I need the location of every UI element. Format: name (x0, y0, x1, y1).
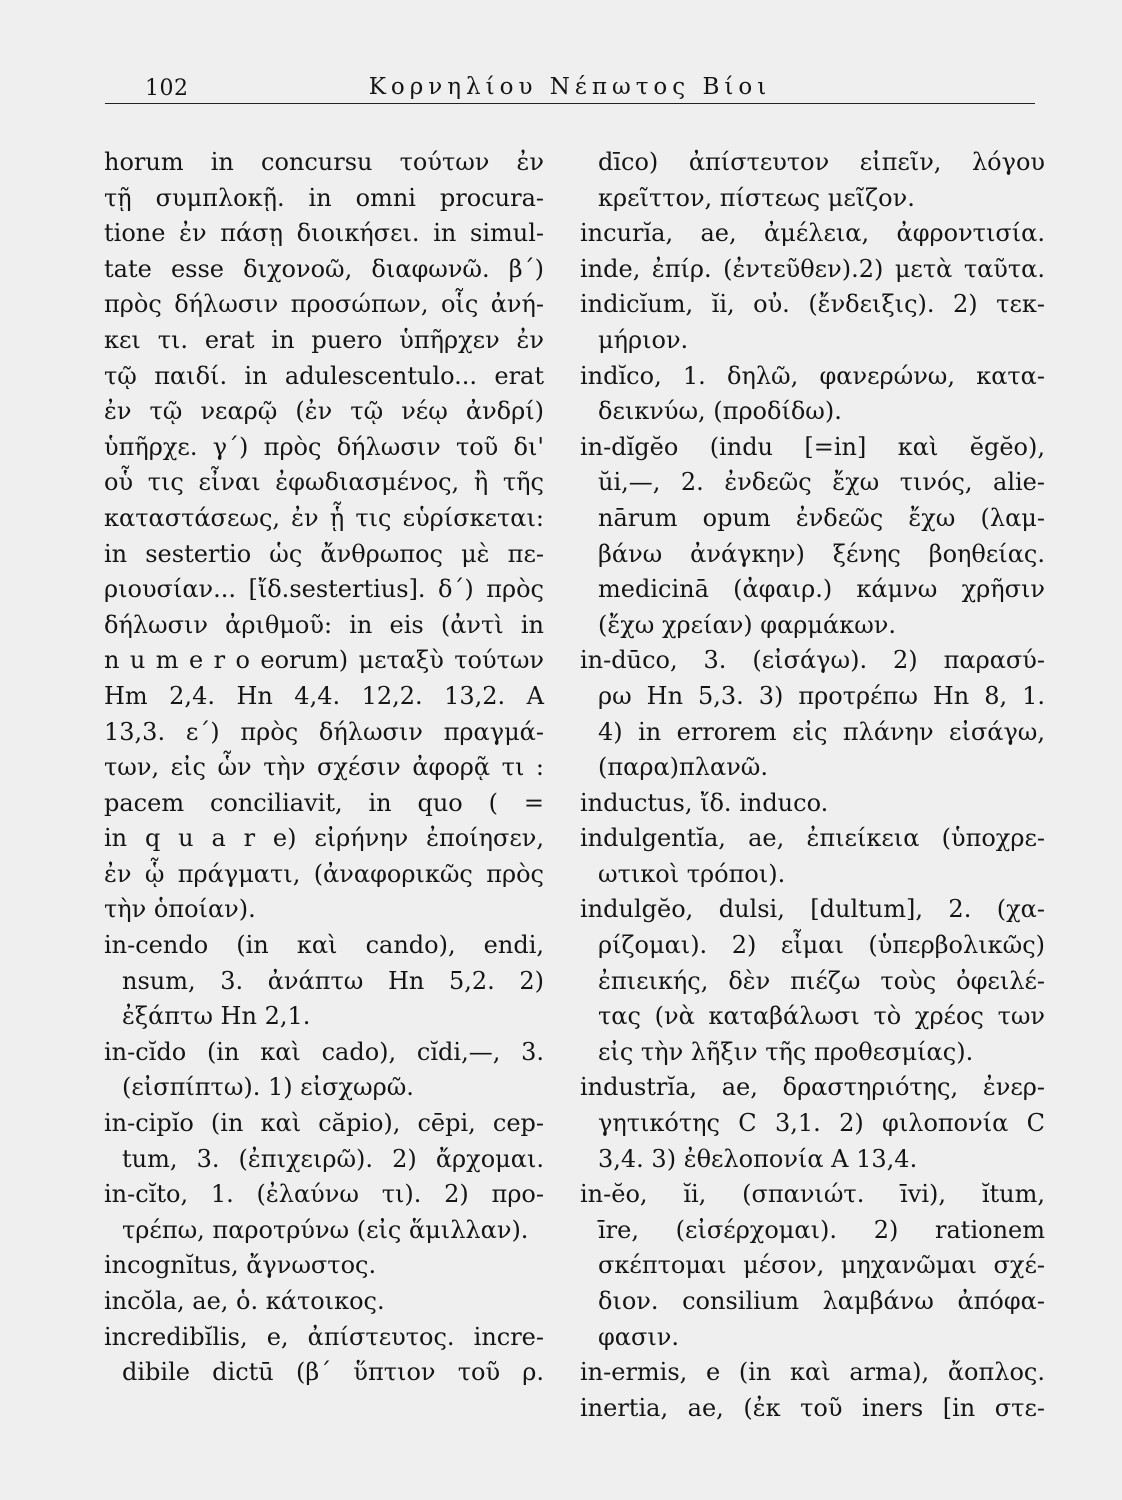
entry-line: incŏla, ae, ὁ. κάτοικος. (104, 1287, 385, 1315)
entry-line: τρέπω, παροτρύνω (εἰς ἅμιλλαν). (122, 1215, 529, 1244)
entry-line: īre, (εἰσέρχομαι). 2) rationem (598, 1215, 1045, 1244)
entry-line: indulgentĭa, ae, ἐπιείκεια (ὑποχρε- (580, 824, 1045, 853)
entry-line: Hm 2,4. Hn 4,4. 12,2. 13,2. A (104, 681, 544, 710)
entry-line: in-ĕo, ĭi, (σπανιώτ. īvi), ĭtum, (580, 1180, 1045, 1209)
entry-line: medicinā (ἀφαιρ.) κάμνω χρῆσιν (598, 575, 1045, 604)
entry-line: φασιν. (598, 1322, 680, 1351)
entry-line: ŭi,—, 2. ἐνδεῶς ἔχω τινός, alie- (598, 468, 1045, 497)
entry-line: indĭco, 1. δηλῶ, φανερώνω, κατα- (580, 361, 1045, 390)
entry-line: ρίζομαι). 2) εἶμαι (ὑπερβολικῶς) (598, 931, 1045, 960)
entry-line: ἐξάπτω Hn 2,1. (122, 1002, 311, 1031)
entry-line: τὴν ὁποίαν). (104, 895, 256, 924)
entry-line: (παρα)πλανῶ. (598, 753, 769, 782)
page-number: 102 (145, 76, 189, 101)
entry-line: ριουσίαν... [ἴδ.sestertius]. δ΄) πρὸς (104, 575, 544, 604)
entry-line: inde, ἐπίρ. (ἐντεῦθεν).2) μετὰ ταῦτα. (580, 254, 1045, 283)
right-column (580, 145, 1045, 1426)
entry-line: 3,4. 3) ἐθελοπονία A 13,4. (598, 1144, 918, 1173)
entry-line: ὑπῆρχε. γ΄) πρὸς δήλωσιν τοῦ δι' (104, 432, 544, 461)
entry-line: tum, 3. (ἐπιχειρῶ). 2) ἄρχομαι. (122, 1144, 544, 1173)
entry-line: dibile dictū (β΄ ὕπτιον τοῦ ρ. (122, 1358, 544, 1387)
entry-line: 13,3. ε΄) πρὸς δήλωσιν πραγμά- (104, 717, 544, 746)
page-header (105, 62, 1035, 112)
entry-line: in q u a r e) εἰρήνην ἐποίησεν, (104, 824, 544, 853)
entry-line: τῷ παιδί. in adulescentulo... erat (104, 361, 544, 390)
entry-line: incurĭa, ae, ἀμέλεια, ἀφροντισία. (580, 219, 1045, 248)
entry-line: incredibĭlis, e, ἀπίστευτος. incre- (104, 1322, 544, 1351)
left-column (104, 145, 544, 1391)
entry-line: n u m e r o eorum) μεταξὺ τούτων (104, 646, 544, 675)
entry-line: (ἔχω χρείαν) φαρμάκων. (598, 610, 896, 639)
entry-line: tione ἐν πάσῃ διοικήσει. in simul- (104, 219, 544, 248)
entry-line: κει τι. erat in puero ὑπῆρχεν ἐν (104, 325, 544, 354)
entry-line: πρὸς δήλωσιν προσώπων, οἷς ἀνή- (104, 290, 544, 319)
entry-line: τῇ συμπλοκῇ. in omni procura- (104, 183, 544, 212)
entry-line: δήλωσιν ἀριθμοῦ: in eis (ἀντὶ in (104, 610, 544, 639)
running-title: Κορνηλίου Νέπωτος Βίοι (368, 74, 772, 100)
entry-line: tate esse διχονοῶ, διαφωνῶ. β΄) (104, 254, 544, 283)
entry-line: inertia, ae, (ἐκ τοῦ iners [in στε- (580, 1393, 1045, 1422)
entry-line: βάνω ἀνάγκην) ξένης βοηθείας. (598, 539, 1045, 568)
entry-line: ωτικοὶ τρόποι). (598, 859, 786, 888)
entry-line: inductus, ἴδ. induco. (580, 788, 829, 817)
entry-line: κρεῖττον, πίστεως μεῖζον. (598, 183, 915, 212)
entry-line: in-cipĭo (in καὶ căpio), cēpi, cep- (104, 1109, 544, 1138)
header-rule (105, 103, 1035, 104)
entry-line: indicĭum, ĭi, οὐ. (ἔνδειξις). 2) τεκ- (580, 290, 1045, 319)
entry-line: τας (νὰ καταβάλωσι τὸ χρέος των (598, 1002, 1045, 1031)
entry-line: ρω Hn 5,3. 3) προτρέπω Hn 8, 1. (598, 681, 1045, 710)
entry-line: pacem conciliavit, in quo ( = (104, 788, 544, 817)
entry-line: incognĭtus, ἄγνωστος. (104, 1251, 377, 1280)
entry-line: ἐν ᾧ πράγματι, (ἀναφορικῶς πρὸς (104, 859, 544, 888)
entry-line: in-cĭdo (in καὶ cado), cĭdi,—, 3. (104, 1037, 544, 1066)
entry-line: εἰς τὴν λῆξιν τῆς προθεσμίας). (598, 1037, 974, 1066)
entry-line: horum in concursu τούτων ἐν (104, 148, 544, 176)
entry-line: dīco) ἀπίστευτον εἰπεῖν, λόγου (598, 148, 1045, 176)
entry-line: in-dĭgĕo (indu [=in] καὶ ĕgĕo), (580, 432, 1045, 461)
entry-line: 4) in errorem εἰς πλάνην εἰσάγω, (598, 717, 1045, 746)
entry-line: (εἰσπίπτω). 1) εἰσχωρῶ. (122, 1073, 414, 1102)
entry-line: μήριον. (598, 325, 689, 354)
entry-line: οὗ τις εἶναι ἐφωδιασμένος, ἢ τῆς (104, 468, 544, 497)
entry-line: ἐπιεικής, δὲν πιέζω τοὺς ὀφειλέ- (598, 966, 1045, 995)
entry-line: γητικότης C 3,1. 2) φιλοπονία C (598, 1109, 1045, 1138)
entry-line: in-ermis, e (in καὶ arma), ἄοπλος. (580, 1358, 1045, 1387)
entry-line: σκέπτομαι μέσον, μηχανῶμαι σχέ- (598, 1251, 1045, 1280)
entry-line: διον. consilium λαμβάνω ἀπόφα- (598, 1287, 1045, 1315)
entry-line: in-dūco, 3. (εἰσάγω). 2) παρασύ- (580, 646, 1045, 675)
entry-line: nsum, 3. ἀνάπτω Hn 5,2. 2) (122, 966, 544, 995)
entry-line: nārum opum ἐνδεῶς ἔχω (λαμ- (598, 503, 1045, 532)
entry-line: indulgĕo, dulsi, [dultum], 2. (χα- (580, 895, 1045, 924)
entry-line: in-cendo (in καὶ cando), endi, (104, 931, 544, 960)
entry-line: industrĭa, ae, δραστηριότης, ἐνερ- (580, 1073, 1045, 1102)
entry-line: in-cĭto, 1. (ἐλαύνω τι). 2) προ- (104, 1180, 544, 1209)
entry-line: ἐν τῷ νεαρῷ (ἐν τῷ νέῳ ἀνδρί) (104, 397, 544, 426)
entry-line: των, εἰς ὧν τὴν σχέσιν ἀφορᾷ τι : (104, 753, 544, 782)
entry-line: δεικνύω, (προδίδω). (598, 397, 842, 426)
entry-line: καταστάσεως, ἐν ᾗ τις εὑρίσκεται: (104, 503, 544, 532)
entry-line: in sestertio ὡς ἄνθρωπος μὲ πε- (104, 539, 544, 568)
